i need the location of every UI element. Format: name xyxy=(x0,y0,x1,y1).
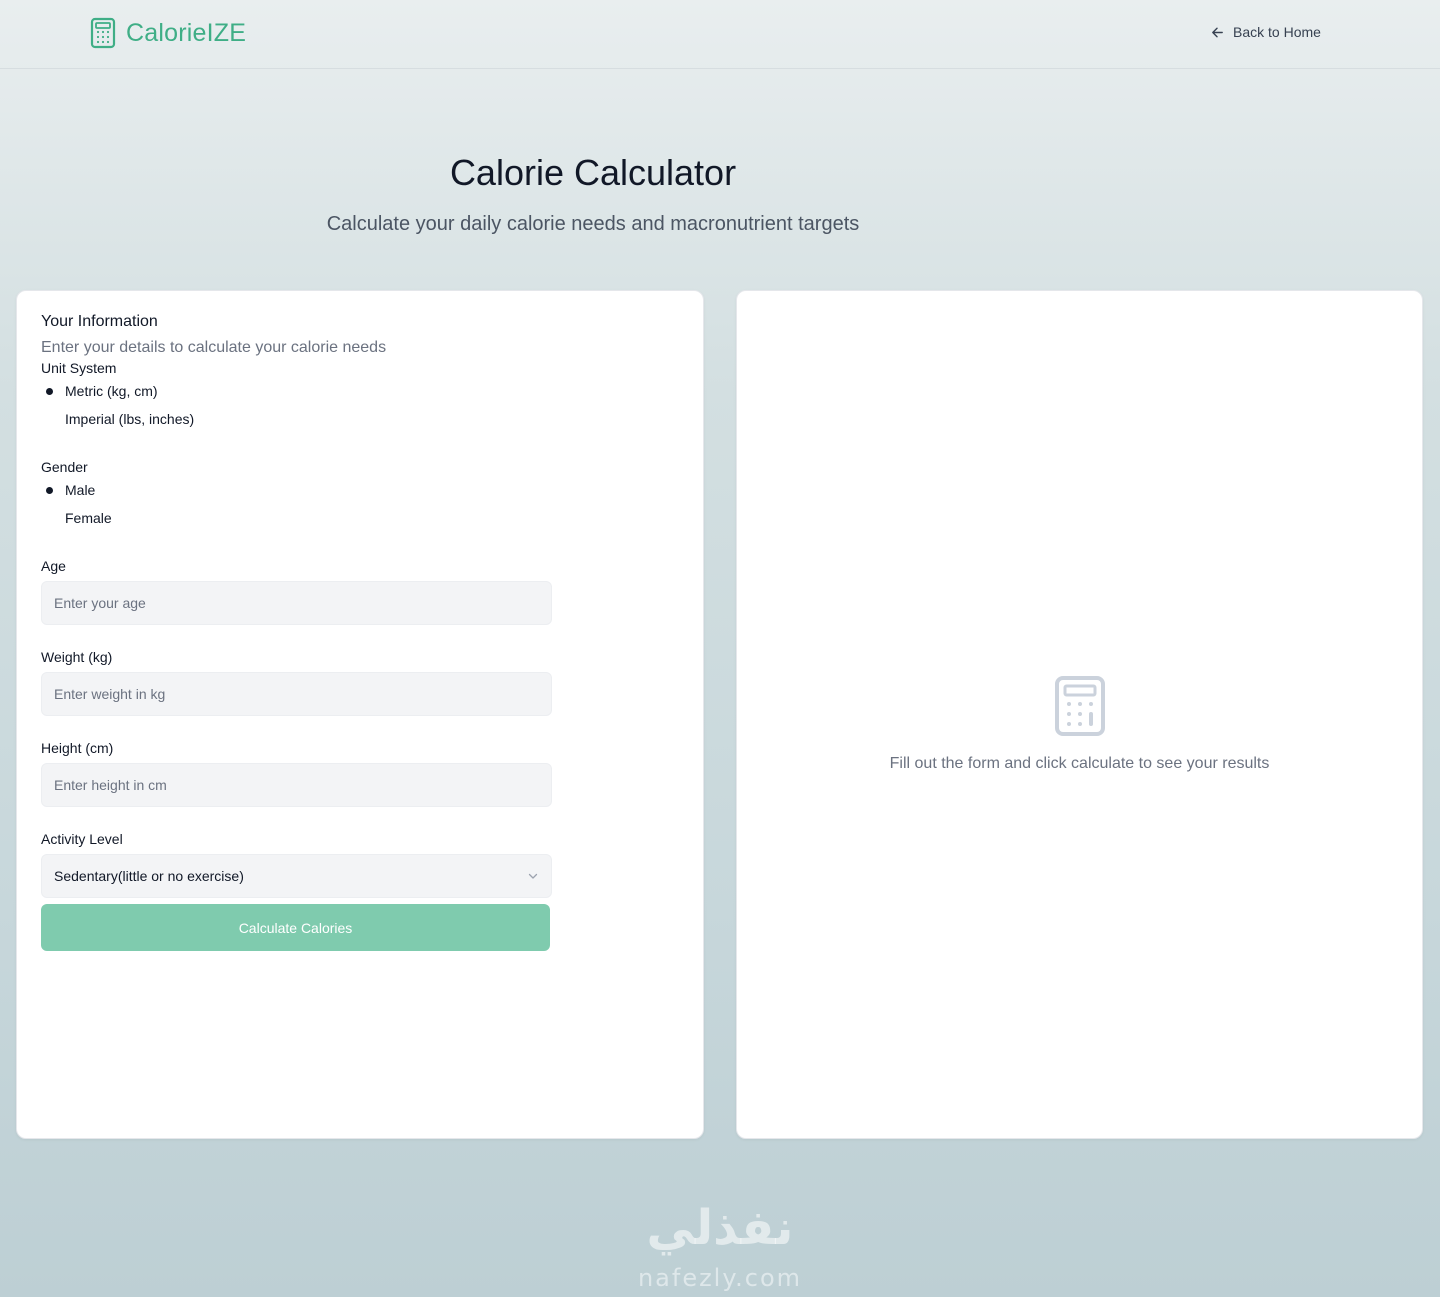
calculate-calories-button[interactable]: Calculate Calories xyxy=(41,904,550,951)
radio-imperial[interactable] xyxy=(41,409,194,429)
activity-level-select[interactable] xyxy=(41,854,552,898)
unit-system-label: Unit System xyxy=(41,360,117,376)
age-label: Age xyxy=(41,558,66,574)
radio-indicator-checked[interactable] xyxy=(41,482,57,498)
radio-metric-label: Metric (kg, cm) xyxy=(65,383,158,399)
arrow-left-icon xyxy=(1210,25,1225,40)
chevron-down-icon xyxy=(527,870,539,882)
watermark-domain-text: nafezly.com xyxy=(637,1264,803,1292)
form-title: Your Information xyxy=(41,313,158,330)
age-input[interactable] xyxy=(41,581,552,625)
radio-indicator-unchecked[interactable] xyxy=(41,510,57,526)
radio-metric[interactable] xyxy=(41,381,158,401)
radio-imperial-label: Imperial (lbs, inches) xyxy=(65,411,195,427)
activity-level-value: Sedentary(little or no exercise) xyxy=(54,868,244,884)
radio-male-label: Male xyxy=(65,482,96,498)
calculator-icon xyxy=(1054,675,1106,737)
weight-input[interactable] xyxy=(41,672,552,716)
information-form-card xyxy=(16,290,704,1139)
form-description: Enter your details to calculate your calorie needs xyxy=(41,339,387,356)
nafezly-watermark xyxy=(620,1200,820,1297)
height-label: Height (cm) xyxy=(41,740,114,756)
brand-logo[interactable] xyxy=(90,17,246,49)
radio-female-label: Female xyxy=(65,510,112,526)
brand-name: CalorieIZE xyxy=(126,18,247,47)
radio-indicator-unchecked[interactable] xyxy=(41,411,57,427)
results-empty-message: Fill out the form and click calculate to see your results xyxy=(889,755,1270,772)
radio-indicator-checked[interactable] xyxy=(41,383,57,399)
page-subtitle: Calculate your daily calorie needs and macronutrient targets xyxy=(326,213,860,235)
gender-label: Gender xyxy=(41,459,88,475)
calculator-logo-icon xyxy=(90,17,116,49)
watermark-arabic-text: نفذلي xyxy=(646,1200,794,1256)
activity-level-label: Activity Level xyxy=(41,831,123,847)
back-to-home-link[interactable] xyxy=(1210,24,1321,40)
top-header xyxy=(0,0,1440,69)
radio-male[interactable] xyxy=(41,480,95,500)
radio-female[interactable] xyxy=(41,508,112,528)
page-title: Calorie Calculator xyxy=(449,152,737,193)
weight-label: Weight (kg) xyxy=(41,649,113,665)
back-to-home-label: Back to Home xyxy=(1233,24,1321,40)
results-card xyxy=(736,290,1423,1139)
height-input[interactable] xyxy=(41,763,552,807)
